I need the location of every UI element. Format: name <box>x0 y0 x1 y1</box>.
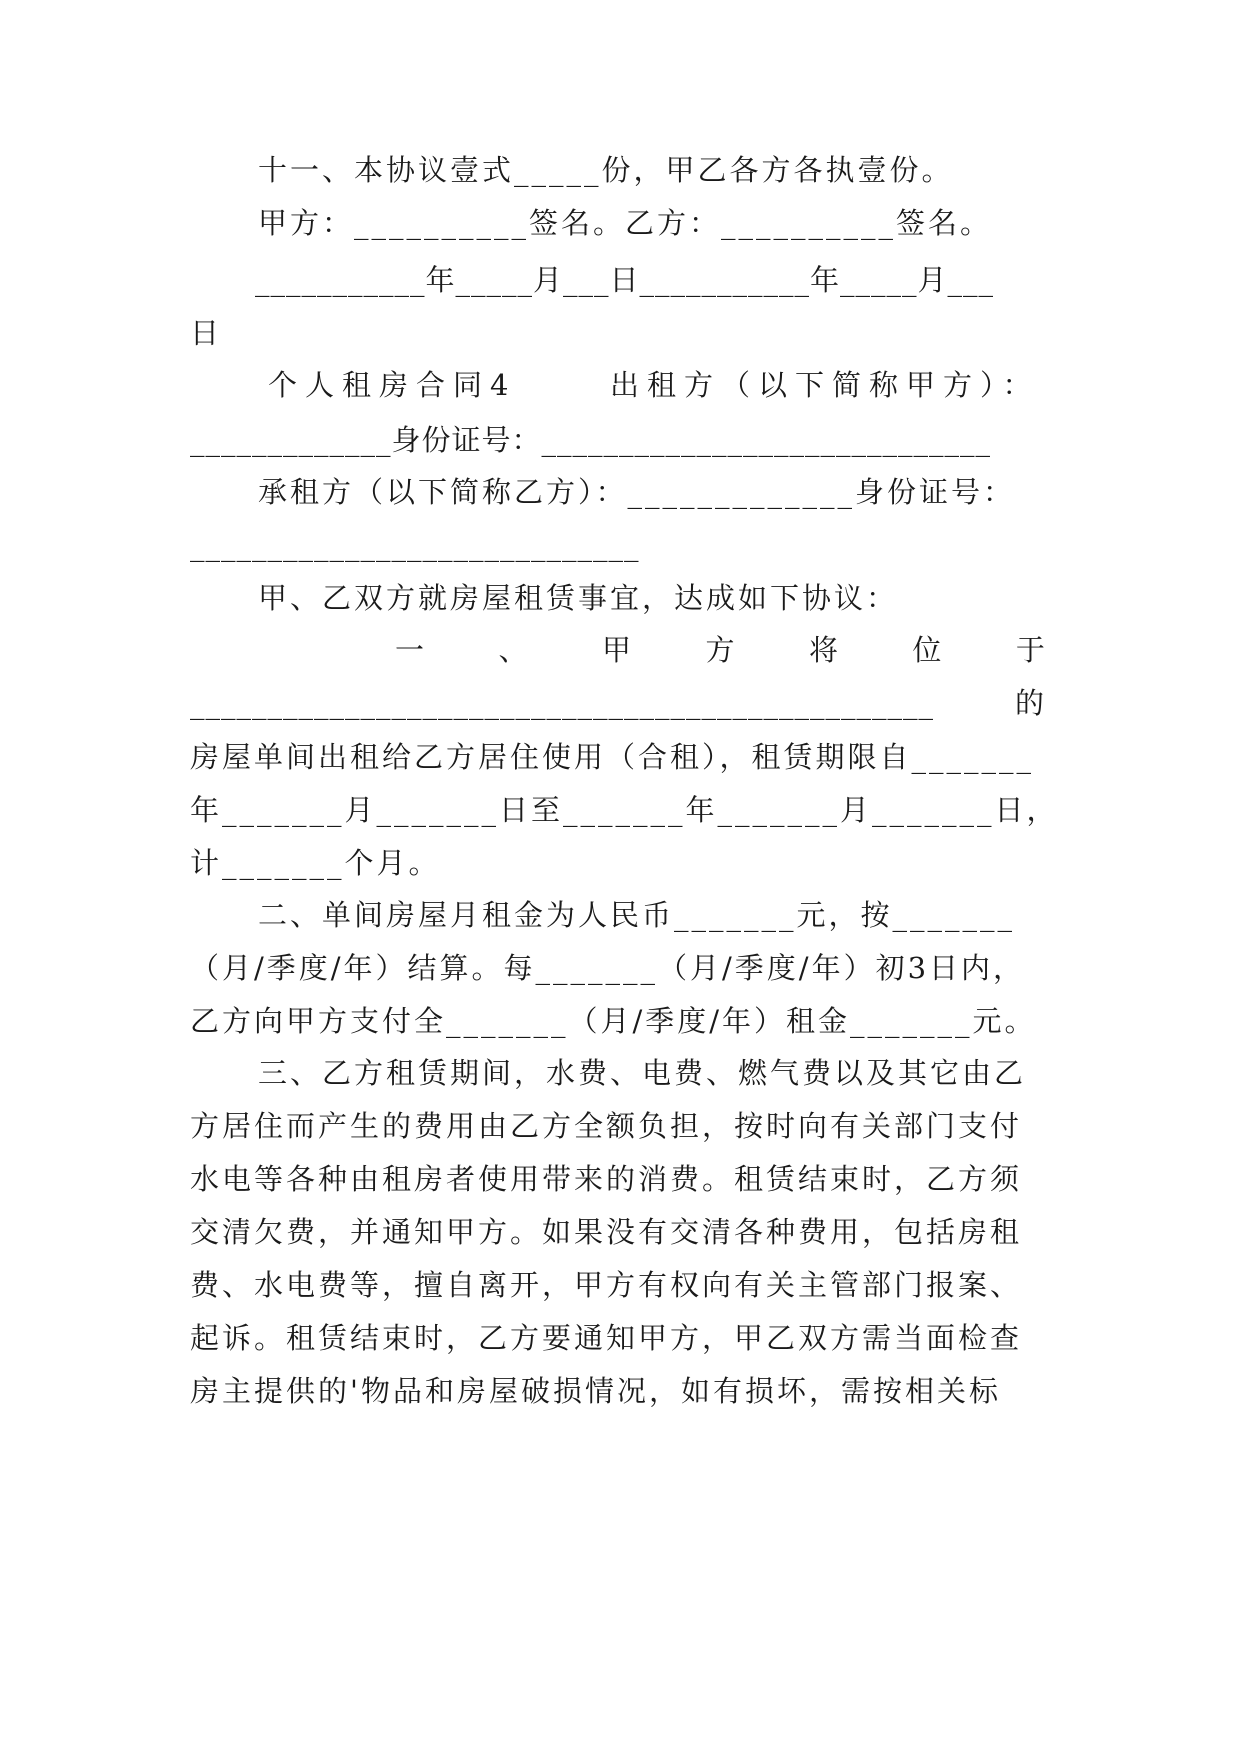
rental-dates-line: 年_______月_______日至_______年_______月_______日， <box>190 793 1059 827</box>
lessor-id-line: _____________身份证号：_____________________________ <box>190 423 992 457</box>
clause-3-line-6: 起诉。租赁结束时，乙方要通知甲方，甲乙双方需当面检查 <box>190 1321 1023 1355</box>
clause-1-char: 方 <box>705 633 735 667</box>
lessee-line: 承租方（以下简称乙方）：_____________身份证号： <box>258 475 1016 509</box>
clause-2-settlement: （月/季度/年）结算。每_______（月/季度/年）初3日内， <box>190 951 1026 985</box>
address-suffix: 的 <box>1015 686 1048 720</box>
clause-1-char: 于 <box>1015 633 1045 667</box>
clause-2-payment: 乙方向甲方支付全_______（月/季度/年）租金_______元。 <box>190 1004 1037 1038</box>
contract-title: 个人租房合同4 <box>268 368 517 402</box>
clause-1-char: 甲 <box>601 633 631 667</box>
rental-term-line: 房屋单间出租给乙方居住使用（合租），租赁期限自_______ <box>190 740 1035 774</box>
clause-3-line-1: 三、乙方租赁期间，水费、电费、燃气费以及其它由乙 <box>258 1056 1027 1090</box>
lessee-id-blank: _____________________________ <box>190 528 640 562</box>
clause-3-line-3: 水电等各种由租房者使用带来的消费。租赁结束时，乙方须 <box>190 1162 1023 1196</box>
address-blank: ________________________________________________ <box>190 686 934 720</box>
clause-3-line-2: 方居住而产生的费用由乙方全额负担，按时向有关部门支付 <box>190 1109 1023 1143</box>
clause-2-rent: 二、单间房屋月租金为人民币_______元，按_______ <box>258 898 1016 932</box>
lessor-label: 出租方（以下简称甲方）： <box>610 368 1040 402</box>
clause-1-heading <box>395 630 1045 670</box>
clause-1-char: 将 <box>808 633 838 667</box>
clause-11-copies: 十一、本协议壹式_____份，甲乙各方各执壹份。 <box>258 153 954 187</box>
clause-3-line-4: 交清欠费，并通知甲方。如果没有交清各种费用，包括房租 <box>190 1215 1023 1249</box>
clause-1-char: 、 <box>498 633 528 667</box>
clause-1-char: 位 <box>912 633 942 667</box>
signature-line: 甲方：__________签名。乙方：__________签名。 <box>258 206 993 240</box>
date-line-day: 日 <box>190 316 223 350</box>
clause-3-line-5: 费、水电费等，擅自离开，甲方有权向有关主管部门报案、 <box>190 1268 1023 1302</box>
clause-1-char: 一 <box>395 633 425 667</box>
rental-months-line: 计_______个月。 <box>190 846 441 880</box>
clause-3-line-7: 房主提供的'物品和房屋破损情况，如有损坏，需按相关标 <box>190 1374 1001 1408</box>
date-line: ___________年_____月___日___________年_____月___ <box>255 263 995 297</box>
agreement-intro: 甲、乙双方就房屋租赁事宜，达成如下协议： <box>258 581 899 615</box>
